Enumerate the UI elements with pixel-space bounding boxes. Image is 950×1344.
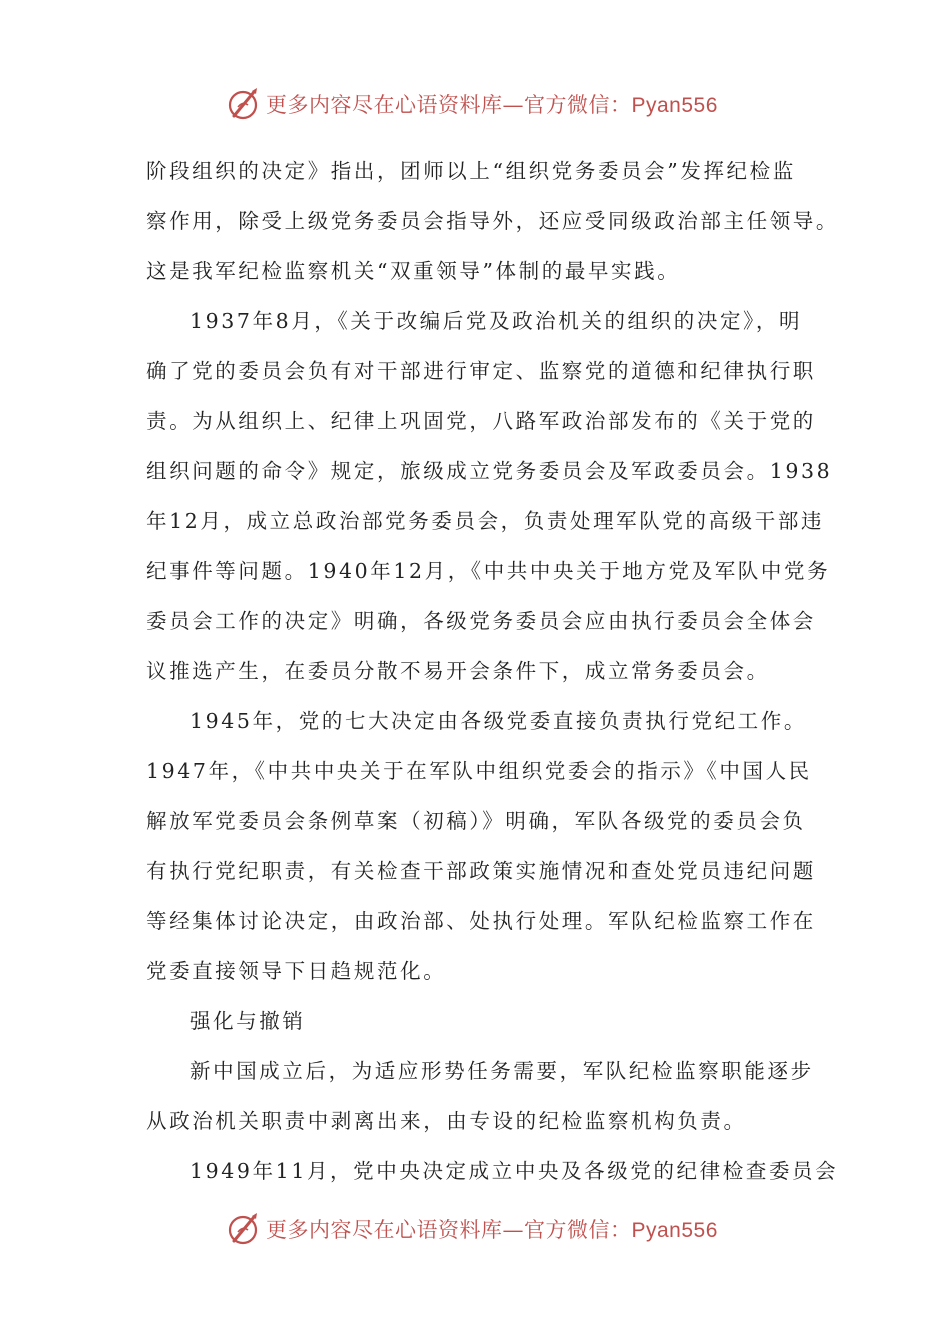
pen-circle-logo-icon bbox=[226, 86, 262, 122]
paragraph-start: 新中国成立后，为适应形势任务需要，军队纪检监察职能逐步 bbox=[190, 1059, 814, 1083]
watermark-label: 更多内容尽在心语资料库—官方微信： bbox=[266, 93, 632, 117]
document-body bbox=[146, 146, 839, 1196]
section-heading: 强化与撤销 bbox=[190, 1009, 306, 1033]
pen-circle-logo-icon bbox=[226, 1211, 262, 1247]
header-watermark bbox=[226, 84, 718, 124]
watermark-text bbox=[266, 89, 718, 119]
text-line: 责。为从组织上、纪律上巩固党，八路军政治部发布的《关于党的 bbox=[146, 409, 816, 433]
wechat-id: Pyan556 bbox=[631, 1219, 718, 1242]
text-line: 解放军党委员会条例草案（初稿）》明确，军队各级党的委员会负 bbox=[146, 809, 806, 833]
paragraph-start: 1949年11月，党中央决定成立中央及各级党的纪律检查委员会 bbox=[190, 1159, 839, 1183]
text-line: 年12月，成立总政治部党务委员会，负责处理军队党的高级干部违 bbox=[146, 509, 825, 533]
text-line: 确了党的委员会负有对干部进行审定、监察党的道德和纪律执行职 bbox=[146, 359, 816, 383]
text-line: 从政治机关职责中剥离出来，由专设的纪检监察机构负责。 bbox=[146, 1109, 747, 1133]
text-line: 阶段组织的决定》指出，团师以上“组织党务委员会”发挥纪检监 bbox=[146, 159, 796, 183]
footer-watermark bbox=[226, 1209, 718, 1249]
paragraph-start: 1937年8月，《关于改编后党及政治机关的组织的决定》，明 bbox=[190, 309, 803, 333]
text-line: 委员会工作的决定》明确，各级党务委员会应由执行委员会全体会 bbox=[146, 609, 816, 633]
watermark-label: 更多内容尽在心语资料库—官方微信： bbox=[266, 1218, 632, 1242]
paragraph-start: 1945年，党的七大决定由各级党委直接负责执行党纪工作。 bbox=[190, 709, 807, 733]
text-line: 有执行党纪职责，有关检查干部政策实施情况和查处党员违纪问题 bbox=[146, 859, 816, 883]
text-line: 等经集体讨论决定，由政治部、处执行处理。军队纪检监察工作在 bbox=[146, 909, 816, 933]
text-line: 这是我军纪检监察机关“双重领导”体制的最早实践。 bbox=[146, 259, 681, 283]
text-line: 纪事件等问题。1940年12月，《中共中央关于地方党及军队中党务 bbox=[146, 559, 831, 583]
text-line: 组织问题的命令》规定，旅级成立党务委员会及军政委员会。1938 bbox=[146, 459, 833, 483]
watermark-text bbox=[266, 1214, 718, 1244]
text-line: 1947年，《中共中央关于在军队中组织党委会的指示》《中国人民 bbox=[146, 759, 812, 783]
text-line: 党委直接领导下日趋规范化。 bbox=[146, 959, 447, 983]
text-line: 议推选产生，在委员分散不易开会条件下，成立常务委员会。 bbox=[146, 659, 770, 683]
text-line: 察作用，除受上级党务委员会指导外，还应受同级政治部主任领导。 bbox=[146, 209, 839, 233]
wechat-id: Pyan556 bbox=[631, 94, 718, 117]
